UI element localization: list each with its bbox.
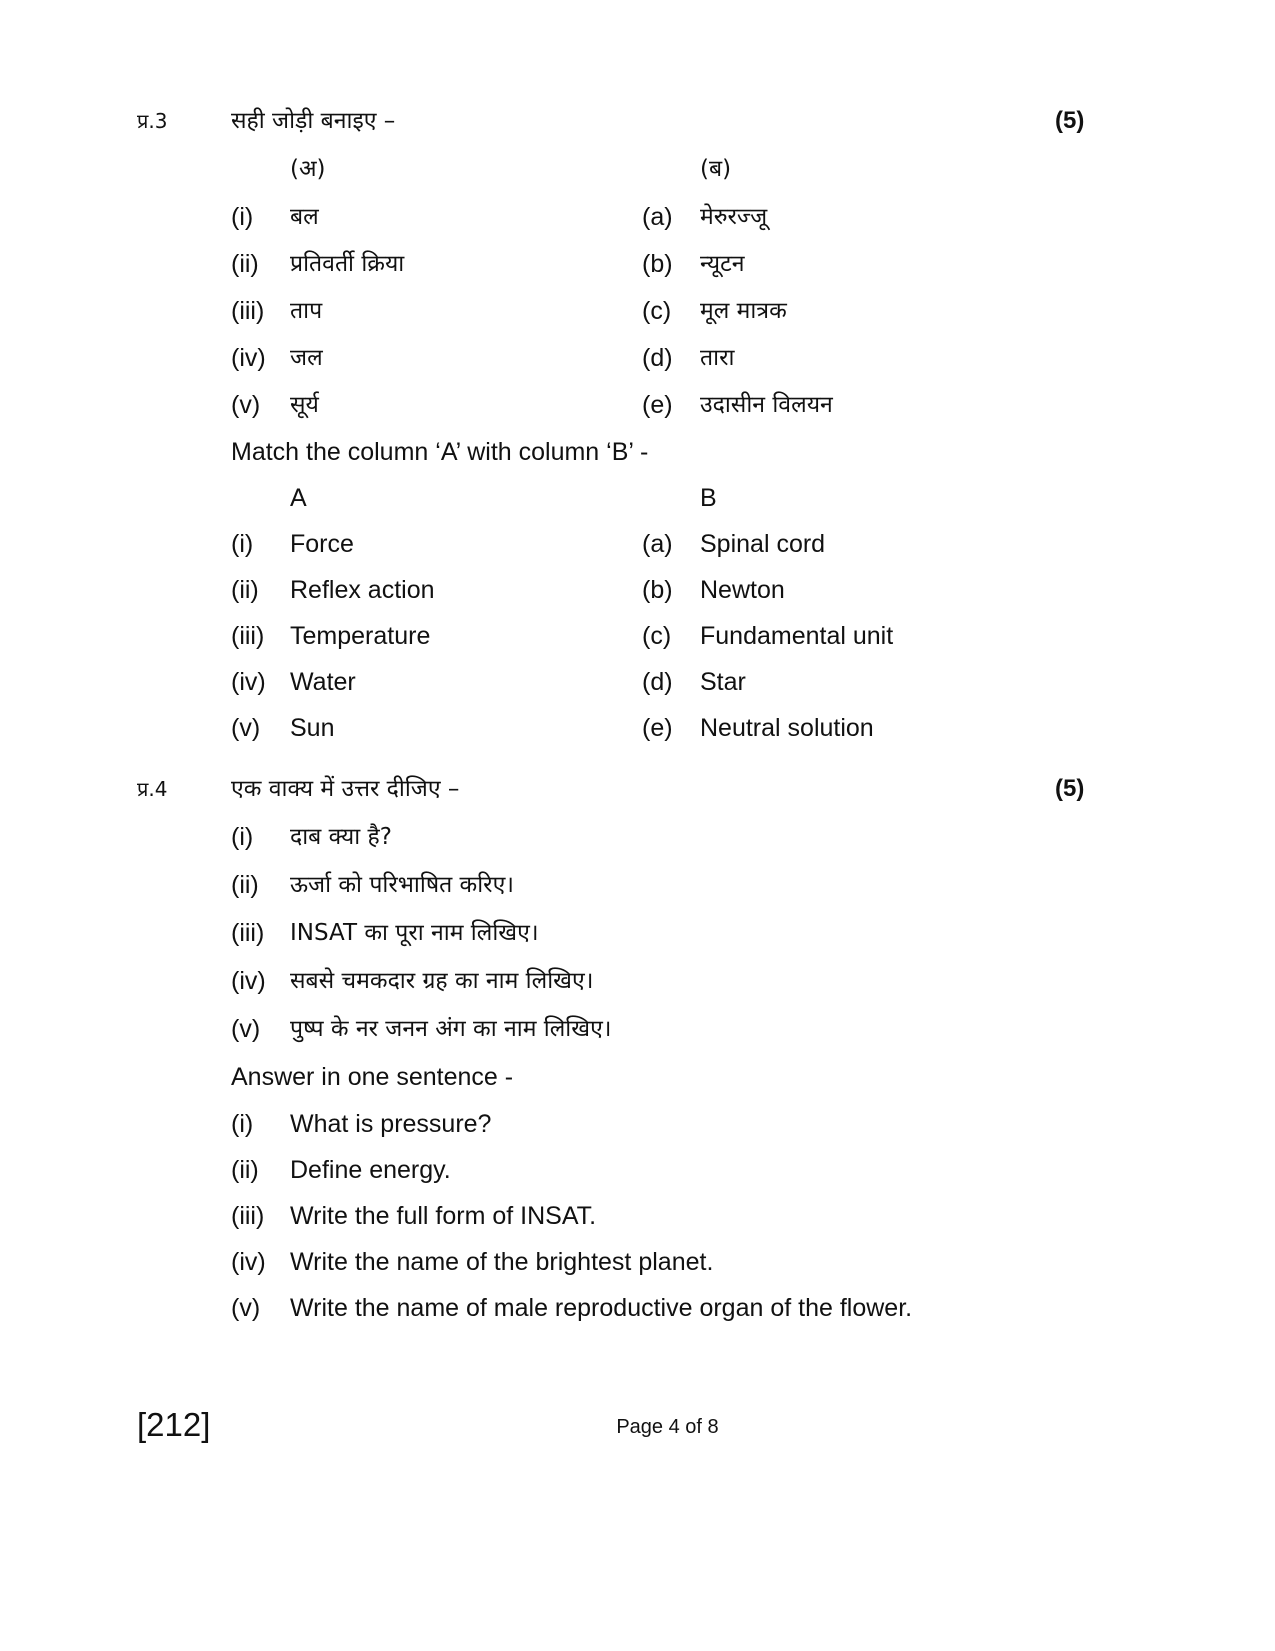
q4-heading — [0, 772, 1275, 806]
column-header-a: A — [290, 484, 307, 512]
item-number: (ii) — [231, 871, 259, 899]
item-text: दाब क्या है? — [290, 824, 392, 850]
item-number: (v) — [231, 1294, 261, 1322]
item-number: (iii) — [231, 919, 265, 947]
q4-number: प्र.4 — [137, 777, 168, 801]
row-number: (iii) — [231, 297, 265, 325]
row-letter: (b) — [642, 250, 673, 278]
match-row — [0, 665, 1275, 699]
row-letter: (a) — [642, 530, 673, 558]
item-number: (ii) — [231, 1156, 259, 1184]
match-row — [0, 247, 1275, 281]
question-item — [0, 1107, 1275, 1141]
column-b-item: न्यूटन — [700, 251, 745, 277]
match-row — [0, 294, 1275, 328]
item-text: Write the name of the brightest planet. — [290, 1248, 714, 1276]
match-row — [0, 341, 1275, 375]
column-a-item: प्रतिवर्ती क्रिया — [290, 251, 405, 277]
question-item — [0, 1245, 1275, 1279]
row-letter: (e) — [642, 714, 673, 742]
item-text: ऊर्जा को परिभाषित करिए। — [290, 872, 515, 898]
item-text: Write the full form of INSAT. — [290, 1202, 597, 1230]
column-b-item: Fundamental unit — [700, 622, 894, 650]
item-number: (i) — [231, 823, 254, 851]
question-item — [0, 964, 1275, 998]
q3-english-column-headers — [0, 481, 1275, 515]
row-letter: (e) — [642, 391, 673, 419]
row-letter: (b) — [642, 576, 673, 604]
q3-title-english: Match the column ‘A’ with column ‘B’ - — [231, 438, 649, 466]
column-header-a-hindi: (अ) — [290, 156, 326, 182]
match-row — [0, 711, 1275, 745]
column-a-item: सूर्य — [290, 392, 319, 418]
row-letter: (c) — [642, 622, 672, 650]
question-item — [0, 1153, 1275, 1187]
column-a-item: Water — [290, 668, 356, 696]
row-number: (v) — [231, 714, 261, 742]
column-a-item: Reflex action — [290, 576, 435, 604]
question-item — [0, 868, 1275, 902]
page-number: Page 4 of 8 — [616, 1416, 719, 1438]
row-number: (i) — [231, 203, 254, 231]
item-number: (iv) — [231, 1248, 266, 1276]
item-text: पुष्प के नर जनन अंग का नाम लिखिए। — [290, 1016, 612, 1042]
item-number: (i) — [231, 1110, 254, 1138]
q3-title-hindi: सही जोड़ी बनाइए – — [231, 108, 396, 134]
row-letter: (d) — [642, 344, 673, 372]
column-b-item: उदासीन विलयन — [700, 392, 833, 418]
page-number-footer — [0, 1416, 1275, 1439]
item-number: (iii) — [231, 1202, 265, 1230]
item-text: सबसे चमकदार ग्रह का नाम लिखिए। — [290, 968, 594, 994]
question-item — [0, 1291, 1275, 1325]
column-b-item: Star — [700, 668, 746, 696]
row-number: (iii) — [231, 622, 265, 650]
match-row — [0, 573, 1275, 607]
column-b-item: Newton — [700, 576, 785, 604]
column-b-item: Spinal cord — [700, 530, 826, 558]
row-number: (i) — [231, 530, 254, 558]
column-b-item: तारा — [700, 345, 735, 371]
row-number: (iv) — [231, 344, 266, 372]
q4-marks: (5) — [1055, 775, 1085, 802]
column-a-item: ताप — [290, 298, 323, 324]
column-a-item: बल — [290, 204, 319, 230]
item-text: Define energy. — [290, 1156, 451, 1184]
column-b-item: मेरुरज्जू — [700, 204, 768, 230]
row-letter: (a) — [642, 203, 673, 231]
match-row — [0, 619, 1275, 653]
q3-number: प्र.3 — [137, 109, 168, 133]
row-letter: (d) — [642, 668, 673, 696]
column-a-item: जल — [290, 345, 323, 371]
column-a-item: Temperature — [290, 622, 431, 650]
q4-title-english: Answer in one sentence - — [231, 1063, 514, 1091]
question-item — [0, 1012, 1275, 1046]
row-number: (v) — [231, 391, 261, 419]
row-number: (ii) — [231, 250, 259, 278]
question-item — [0, 1199, 1275, 1233]
item-text: What is pressure? — [290, 1110, 492, 1138]
match-row — [0, 527, 1275, 561]
q3-heading — [0, 104, 1275, 138]
column-header-b: B — [700, 484, 717, 512]
column-b-item: Neutral solution — [700, 714, 874, 742]
item-number: (v) — [231, 1015, 261, 1043]
row-number: (iv) — [231, 668, 266, 696]
item-text: Write the name of male reproductive organ of the flower. — [290, 1294, 913, 1322]
q4-title-hindi: एक वाक्य में उत्तर दीजिए – — [231, 776, 460, 802]
row-letter: (c) — [642, 297, 672, 325]
item-number: (iv) — [231, 967, 266, 995]
question-item — [0, 820, 1275, 854]
q3-hindi-column-headers — [0, 152, 1275, 186]
column-b-item: मूल मात्रक — [700, 298, 787, 324]
q3-marks: (5) — [1055, 107, 1085, 134]
match-row — [0, 388, 1275, 422]
column-a-item: Force — [290, 530, 354, 558]
match-row — [0, 200, 1275, 234]
item-text: INSAT का पूरा नाम लिखिए। — [290, 920, 539, 946]
question-item — [0, 916, 1275, 950]
paper-code: [212] — [137, 1406, 211, 1443]
column-header-b-hindi: (ब) — [700, 156, 732, 182]
row-number: (ii) — [231, 576, 259, 604]
column-a-item: Sun — [290, 714, 335, 742]
